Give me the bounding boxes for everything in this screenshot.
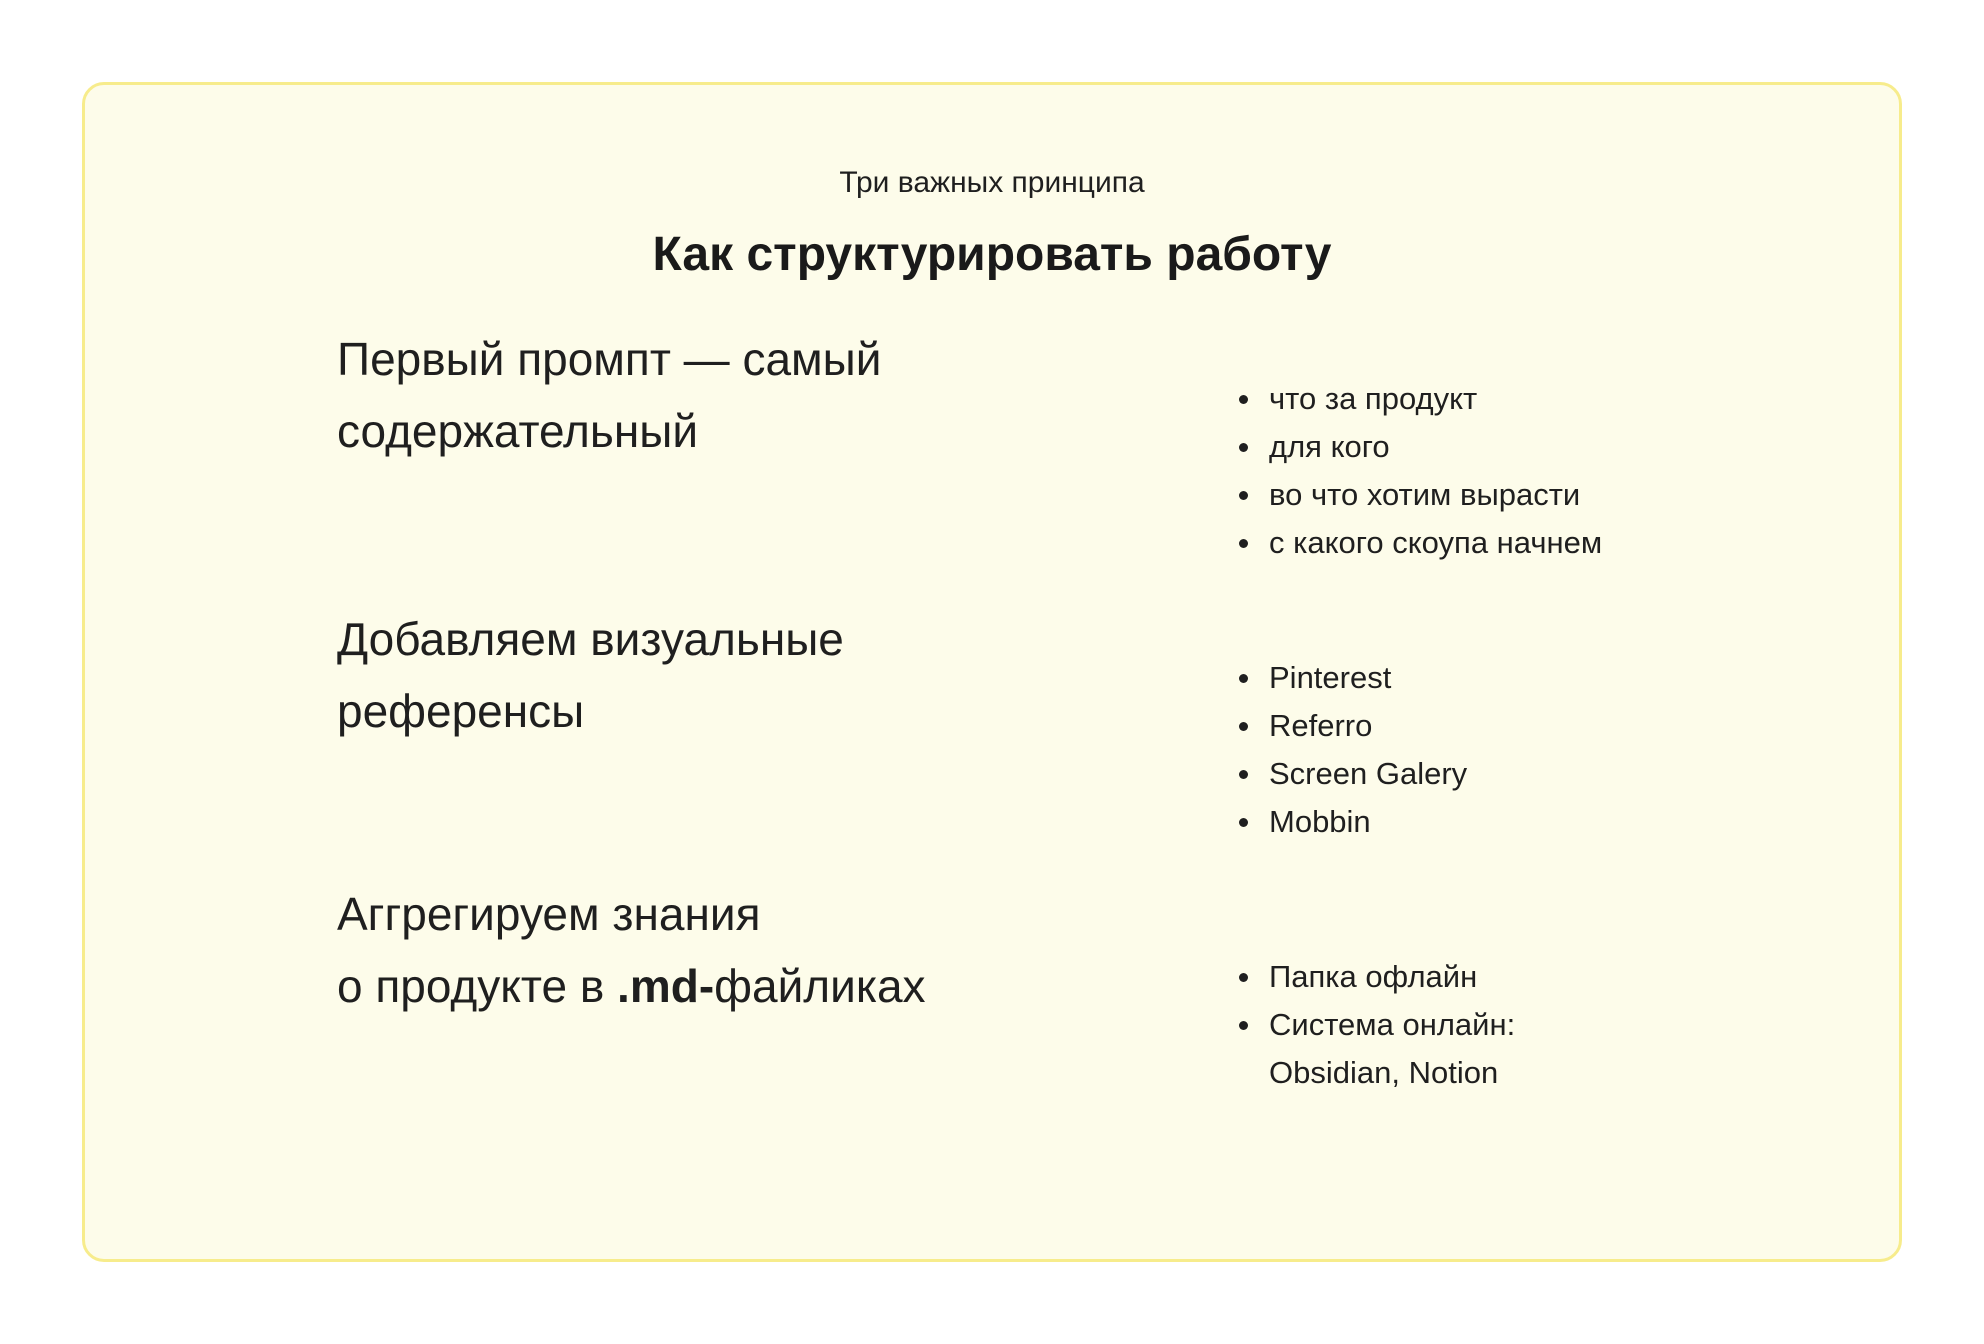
principle-1-list — [1235, 375, 1602, 567]
principle-3-line1: Аггрегируем знания — [337, 888, 761, 940]
list-item — [1235, 519, 1602, 567]
bullet-icon — [1239, 491, 1248, 500]
list-item-continuation: Obsidian, Notion — [1269, 1055, 1499, 1090]
principle-3-line2 — [337, 950, 1097, 1022]
bullet-icon — [1239, 973, 1248, 982]
list-item — [1235, 798, 1467, 846]
principle-2-line1: Добавляем визуальные — [337, 613, 844, 665]
list-item — [1235, 750, 1467, 798]
list-item-text: для кого — [1269, 429, 1390, 464]
list-item — [1235, 953, 1515, 1001]
content-card — [82, 82, 1902, 1262]
principle-2-line2: референсы — [337, 685, 585, 737]
principle-3-line2-strong: .md- — [617, 960, 715, 1012]
list-item-text: Mobbin — [1269, 804, 1371, 839]
list-item-text: Папка офлайн — [1269, 959, 1478, 994]
bullet-icon — [1239, 1021, 1248, 1030]
list-item-text: Система онлайн: — [1269, 1007, 1516, 1042]
eyebrow-text: Три важных принципа — [839, 166, 1145, 199]
bullet-icon — [1239, 395, 1248, 404]
list-item — [1235, 702, 1467, 750]
list-item-text: что за продукт — [1269, 381, 1478, 416]
bullet-icon — [1239, 818, 1248, 827]
principle-3-heading — [337, 878, 1097, 1022]
principle-2-heading — [337, 603, 1097, 747]
list-item-text: с какого скоупа начнем — [1269, 525, 1603, 560]
principle-1-line2: содержательный — [337, 405, 699, 457]
bullet-icon — [1239, 539, 1248, 548]
principle-3-list — [1235, 953, 1515, 1097]
principle-1-heading — [337, 323, 1097, 467]
list-item — [1235, 654, 1467, 702]
list-item-text: во что хотим вырасти — [1269, 477, 1581, 512]
bullet-icon — [1239, 674, 1248, 683]
list-item — [1235, 423, 1602, 471]
list-item — [1235, 1001, 1515, 1097]
principle-1-line1: Первый промпт — самый — [337, 333, 882, 385]
principle-3-line2-suffix: файликах — [714, 960, 926, 1012]
list-item — [1235, 375, 1602, 423]
page-title: Как структурировать работу — [652, 228, 1332, 281]
principle-3-line2-prefix: о продукте в — [337, 960, 618, 1012]
list-item — [1235, 471, 1602, 519]
principle-2-list — [1235, 654, 1467, 846]
bullet-icon — [1239, 770, 1248, 779]
bullet-icon — [1239, 443, 1248, 452]
list-item-text: Screen Galery — [1269, 756, 1468, 791]
list-item-text: Pinterest — [1269, 660, 1392, 695]
bullet-icon — [1239, 722, 1248, 731]
list-item-text: Referro — [1269, 708, 1373, 743]
